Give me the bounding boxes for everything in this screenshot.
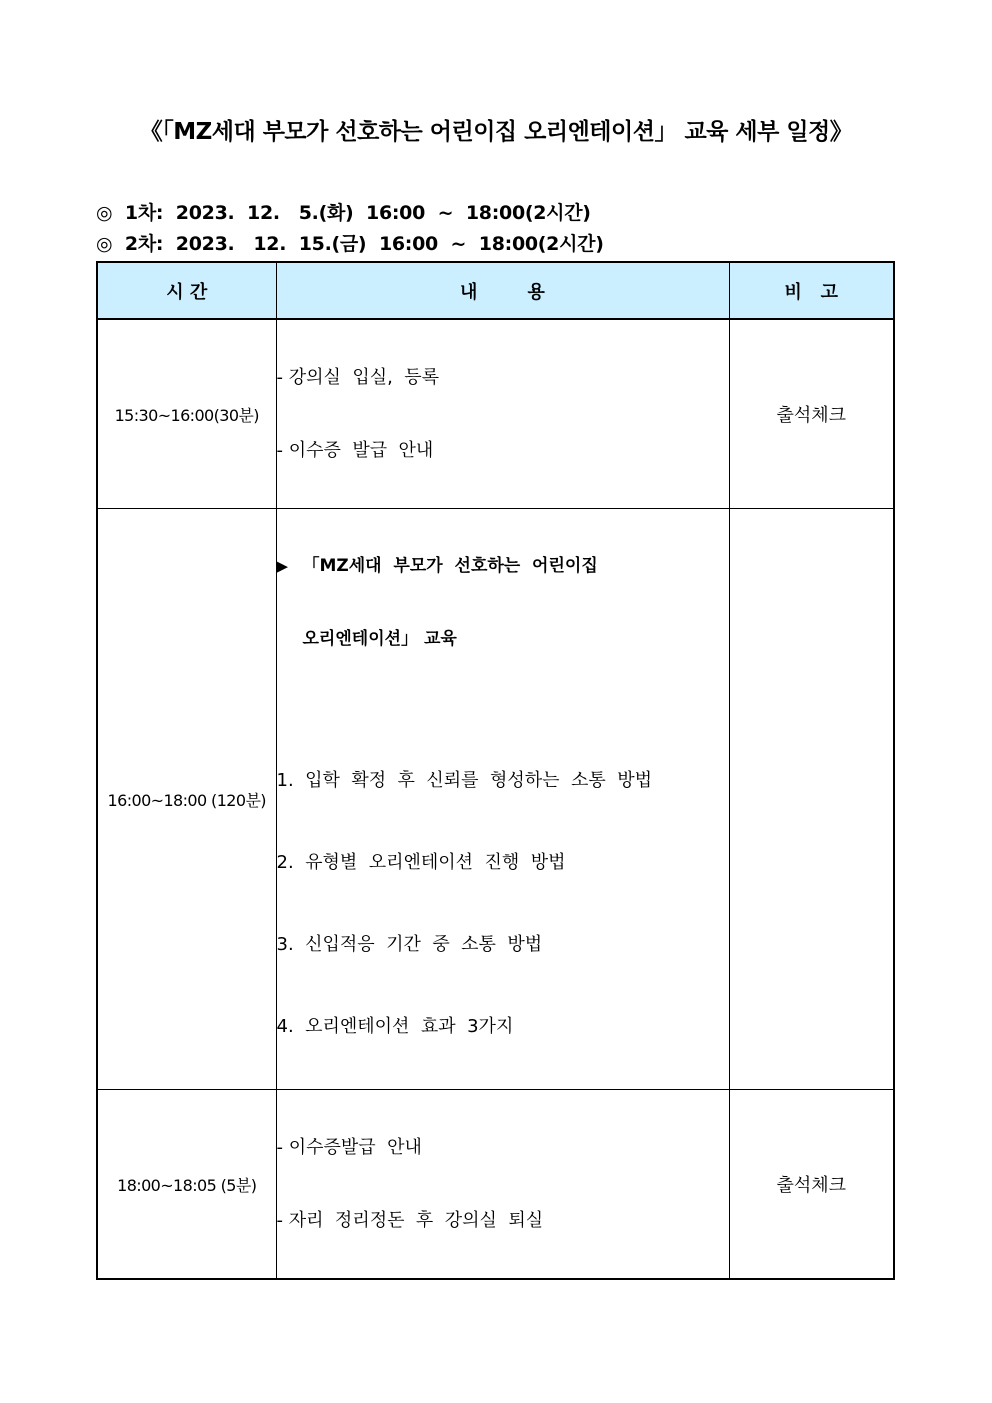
program-title-line-1: 「MZ세대 부모가 선호하는 어린이집 — [302, 556, 598, 576]
row-note: 출석체크 — [729, 319, 894, 509]
session-1-info: ◎ 1차: 2023. 12. 5.(화) 16:00 ~ 18:00(2시간) — [96, 202, 591, 224]
row-content — [276, 509, 729, 1090]
row-time: 18:00~18:05 (5분) — [97, 1090, 276, 1280]
session-2-info: ◎ 2차: 2023. 12. 15.(금) 16:00 ~ 18:00(2시간) — [96, 233, 604, 255]
header-note: 비 고 — [729, 262, 894, 319]
table-header-row — [97, 262, 894, 319]
content-line: 2. 유형별 오리엔테이션 진행 방법 — [276, 852, 566, 873]
spacer — [277, 697, 729, 719]
content-line: - 이수증발급 안내 — [276, 1137, 422, 1158]
row-time: 16:00~18:00 (120분) — [97, 509, 276, 1090]
header-time: 시 간 — [97, 262, 276, 319]
content-line: - 강의실 입실, 등록 — [276, 367, 440, 388]
content-line: 3. 신입적응 기간 중 소통 방법 — [276, 934, 543, 955]
content-line: 1. 입학 확정 후 신뢰를 형성하는 소통 방법 — [276, 770, 652, 791]
content-line: - 자리 정리정돈 후 강의실 퇴실 — [276, 1210, 544, 1231]
table-row — [97, 319, 894, 509]
program-title-line-2: 오리엔테이션」 교육 — [302, 629, 457, 649]
row-note: 출석체크 — [729, 1090, 894, 1280]
header-content: 내 용 — [276, 262, 729, 319]
table-row — [97, 509, 894, 1090]
triangle-bullet-icon: ▶ — [276, 557, 289, 575]
table-row — [97, 1090, 894, 1280]
content-line: 4. 오리엔테이션 효과 3가지 — [276, 1016, 514, 1037]
row-content — [276, 319, 729, 509]
program-title — [277, 551, 729, 582]
content-line: - 이수증 발급 안내 — [276, 440, 434, 461]
page-title: 《「MZ세대 부모가 선호하는 어린이집 오리엔테이션」 교육 세부 일정》 — [139, 119, 853, 145]
row-content — [276, 1090, 729, 1280]
schedule-table — [96, 261, 895, 1280]
row-time: 15:30~16:00(30분) — [97, 319, 276, 509]
row-note — [729, 509, 894, 1090]
